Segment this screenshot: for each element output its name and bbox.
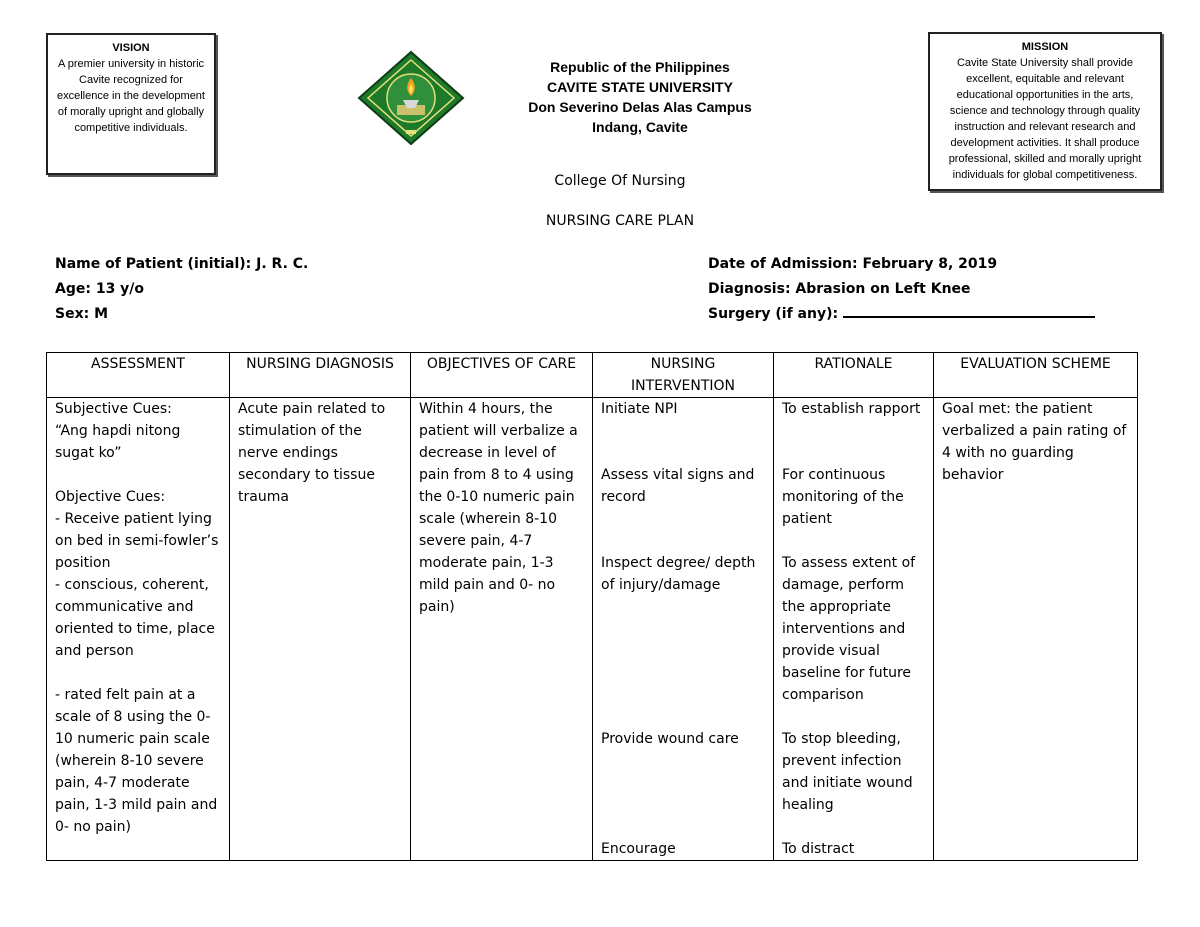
subjective-cue: “Ang hapdi nitong sugat ko” xyxy=(55,423,181,461)
campus-name: Don Severino Delas Alas Campus xyxy=(528,99,752,115)
objective-cue-2: - conscious, coherent, communicative and oriented to time, place and person xyxy=(55,577,215,659)
care-plan-table xyxy=(46,352,1138,861)
university-seal-logo xyxy=(357,50,465,146)
objectives-cell: Within 4 hours, the patient will verbalize a decrease in level of pain from 8 to 4 using the 0-10 numeric pain scale (wherein 8-10 severe pain, 4-7 moderate pain, 1-3 mild pain and 0- no pain) xyxy=(411,398,593,861)
surgery-blank-line xyxy=(843,302,1095,318)
surgery-label: Surgery (if any): xyxy=(708,306,843,322)
rationale-cell xyxy=(774,398,934,861)
patient-sex: Sex: M xyxy=(55,306,109,322)
header-intervention: NURSING INTERVENTION xyxy=(593,353,774,398)
patient-info-right xyxy=(708,252,1095,327)
republic-line: Republic of the Philippines xyxy=(550,59,730,75)
intervention-item: Inspect degree/ depth of injury/damage xyxy=(601,555,756,593)
header-nursing-diagnosis: NURSING DIAGNOSIS xyxy=(230,353,411,398)
objective-cue-3: - rated felt pain at a scale of 8 using the 0-10 numeric pain scale (wherein 8-10 severe pain, 4-7 moderate pain, 1-3 mild pain and 0- no pain) xyxy=(55,687,218,835)
header-assessment: ASSESSMENT xyxy=(47,353,230,398)
header-evaluation: EVALUATION SCHEME xyxy=(934,353,1138,398)
header-rationale: RATIONALE xyxy=(774,353,934,398)
vision-title: VISION xyxy=(112,42,150,54)
document-title: NURSING CARE PLAN xyxy=(545,213,695,229)
campus-location: Indang, Cavite xyxy=(592,119,688,135)
evaluation-cell: Goal met: the patient verbalized a pain rating of 4 with no guarding behavior xyxy=(934,398,1138,861)
mission-title: MISSION xyxy=(1021,41,1069,53)
table-row xyxy=(47,398,1138,861)
table-header-row xyxy=(47,353,1138,398)
objective-label: Objective Cues: xyxy=(55,489,166,505)
rationale-item: To stop bleeding, prevent infection and initiate wound healing xyxy=(782,731,913,813)
admission-date: Date of Admission: February 8, 2019 xyxy=(708,256,998,272)
rationale-item: For continuous monitoring of the patient xyxy=(782,467,904,527)
intervention-item: Initiate NPI xyxy=(601,401,678,417)
mission-text: Cavite State University shall provide excellent, equitable and relevant educational opportunities in the arts, science and technology through quality instruction and relevant research and development activities. It shall produce professional, skilled and morally upright individuals for global competitiveness. xyxy=(948,57,1142,181)
patient-info-left xyxy=(55,252,308,327)
mission-box xyxy=(928,32,1162,191)
header-objectives: OBJECTIVES OF CARE xyxy=(411,353,593,398)
assessment-cell xyxy=(47,398,230,861)
surgery-row xyxy=(708,302,1095,327)
university-header xyxy=(490,57,790,137)
rationale-item: To distract xyxy=(782,841,855,857)
vision-text: A premier university in historic Cavite recognized for excellence in the development of morally upright and globally competitive individuals. xyxy=(57,58,205,134)
rationale-item: To establish rapport xyxy=(782,401,921,417)
rationale-item: To assess extent of damage, perform the appropriate interventions and provide visual baseline for future comparison xyxy=(782,555,916,703)
intervention-item: Encourage xyxy=(601,841,676,857)
subjective-label: Subjective Cues: xyxy=(55,401,172,417)
intervention-cell xyxy=(593,398,774,861)
objective-cue-1: - Receive patient lying on bed in semi-fowler’s position xyxy=(55,511,219,571)
diagnosis: Diagnosis: Abrasion on Left Knee xyxy=(708,281,971,297)
college-name: College Of Nursing xyxy=(554,173,686,189)
vision-box xyxy=(46,33,216,175)
intervention-item: Assess vital signs and record xyxy=(601,467,755,505)
intervention-item: Provide wound care xyxy=(601,731,739,747)
diagnosis-cell: Acute pain related to stimulation of the nerve endings secondary to tissue trauma xyxy=(230,398,411,861)
university-name: CAVITE STATE UNIVERSITY xyxy=(547,79,733,95)
patient-age: Age: 13 y/o xyxy=(55,281,145,297)
patient-name: Name of Patient (initial): J. R. C. xyxy=(55,256,309,272)
